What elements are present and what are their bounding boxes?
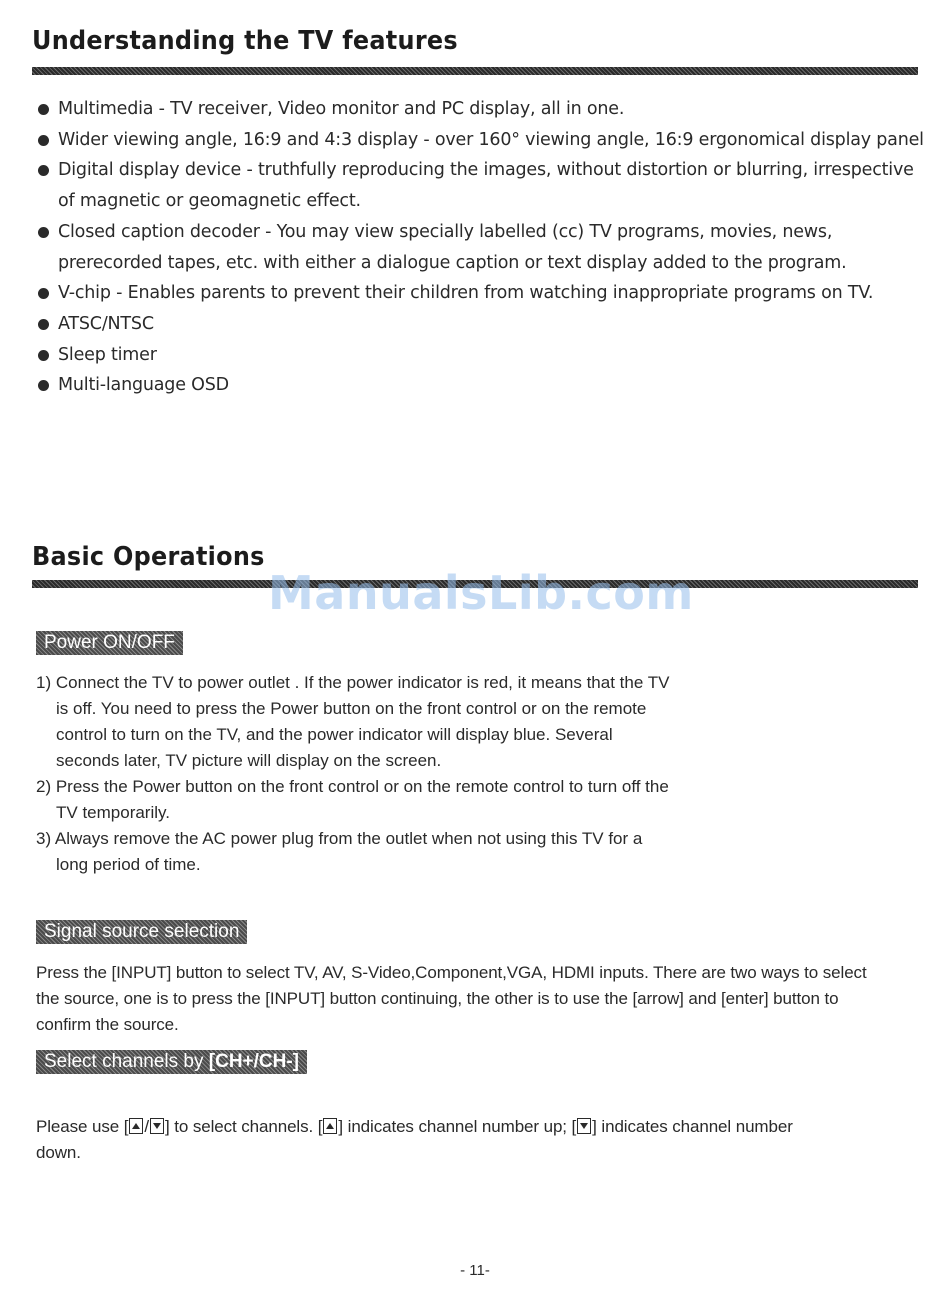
bullet-icon [38, 227, 49, 238]
bullet-icon [38, 350, 49, 361]
step-item: 2) Press the Power button on the front control or on the remote control to turn off the TV temporarily. [36, 777, 669, 822]
power-steps [36, 670, 676, 878]
feature-item: Sleep timer [38, 340, 924, 371]
feature-item: Multi-language OSD [38, 370, 924, 401]
feature-item: Closed caption decoder - You may view specially labelled (cc) TV programs, movies, news, prerecorded tapes, etc. with either a dialogue caption or text display added to the program. [38, 217, 924, 278]
feature-item: Wider viewing angle, 16:9 and 4:3 display - over 160° viewing angle, 16:9 ergonomical display panel [38, 125, 924, 156]
page-number: - 11- [460, 1262, 490, 1279]
feature-item: Digital display device - truthfully reproducing the images, without distortion or blurring, irrespective of magnetic or geomagnetic effect. [38, 155, 924, 216]
bullet-icon [38, 319, 49, 330]
arrow-up-icon [129, 1118, 143, 1134]
signal-paragraph: Press the [INPUT] button to select TV, AV, S-Video,Component,VGA, HDMI inputs. There are two ways to select the source, one is to press the [INPUT] button continuing, the other is to use the [arrow] and [enter] button to confirm the source. [36, 963, 867, 1034]
bullet-icon [38, 380, 49, 391]
arrow-down-icon [577, 1118, 591, 1134]
features-list [38, 94, 924, 401]
bullet-icon [38, 165, 49, 176]
feature-item: V-chip - Enables parents to prevent their children from watching inappropriate programs on TV. [38, 278, 924, 309]
page-title-features: Understanding the TV features [32, 26, 458, 56]
step-item: 3) Always remove the AC power plug from the outlet when not using this TV for a long period of time. [36, 829, 643, 874]
watermark-text: ManualsLib.com [268, 566, 694, 620]
step-item: 1) Connect the TV to power outlet . If the power indicator is red, it means that the TV is off. You need to press the Power button on the front control or on the remote control to turn on the TV, and the power indicator will display blue. Several seconds later, TV picture will display on the screen. [36, 673, 670, 770]
channels-section-label: Select channels by [CH+/CH-] [36, 1050, 307, 1074]
arrow-down-icon [150, 1118, 164, 1134]
power-section-label: Power ON/OFF [36, 631, 183, 655]
title-underline [32, 67, 918, 75]
bullet-icon [38, 135, 49, 146]
bullet-icon [38, 288, 49, 299]
signal-section-label: Signal source selection [36, 920, 247, 944]
section-title-basic-operations: Basic Operations [32, 542, 265, 572]
arrow-up-icon [323, 1118, 337, 1134]
channels-paragraph: Please use [ / ] to select channels. [ ] indicates channel number up; [ ] indicates channel number down. [36, 1117, 793, 1162]
feature-item: ATSC/NTSC [38, 309, 924, 340]
feature-item: Multimedia - TV receiver, Video monitor and PC display, all in one. [38, 94, 924, 125]
bullet-icon [38, 104, 49, 115]
